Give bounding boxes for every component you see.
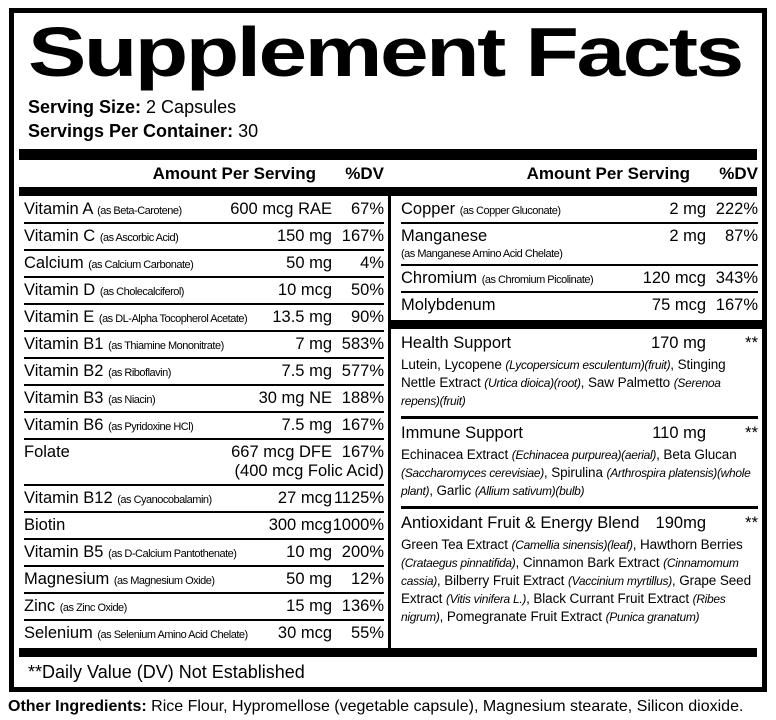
nutrient-name: Vitamin B3 (as Niacin)	[24, 389, 156, 407]
nutrient-dv: 583%	[341, 335, 384, 353]
nutrient-row	[24, 513, 384, 540]
nutrient-row-line	[24, 254, 384, 273]
nutrient-row	[24, 386, 384, 413]
blend-name: Immune Support	[401, 424, 523, 442]
nutrient-amount: 7.5 mg	[281, 362, 332, 380]
nutrient-name: Chromium (as Chromium Picolinate)	[401, 269, 594, 287]
nutrient-dv: 55%	[350, 624, 384, 642]
nutrient-row-line	[24, 389, 384, 408]
blend-name: Health Support	[401, 334, 512, 352]
nutrient-name: Folate	[24, 443, 70, 461]
nutrient-name: Calcium (as Calcium Carbonate)	[24, 254, 194, 272]
dv-footnote: **Daily Value (DV) Not Established	[28, 662, 305, 682]
servings-per-container-line	[28, 119, 762, 143]
nutrient-amount: 27 mcg	[277, 489, 332, 507]
nutrient-form: (as D-Calcium Pantothenate)	[108, 548, 237, 560]
divider-bar-blends	[391, 320, 762, 329]
nutrient-form: (as Manganese Amino Acid Chelate)	[401, 248, 563, 260]
column-headers	[14, 160, 762, 187]
nutrient-dv: 343%	[715, 269, 758, 287]
blend-header	[401, 512, 758, 536]
nutrient-amount: 7.5 mg	[281, 416, 332, 434]
nutrient-dv: 50%	[350, 281, 384, 299]
nutrient-amount: 30 mcg	[277, 624, 332, 642]
nutrient-row-line	[24, 281, 384, 300]
nutrient-dv: 87%	[724, 227, 758, 245]
blend-section	[401, 416, 758, 506]
ingredient-text: , Bilberry Fruit Extract	[436, 573, 568, 588]
nutrient-amount: 150 mg	[276, 227, 332, 245]
ingredient-text: , Stinging Nettle Extract	[401, 357, 726, 390]
nutrient-dv: 90%	[350, 308, 384, 326]
amount-per-serving-header: Amount Per Serving	[152, 164, 316, 183]
nutrient-dv: 222%	[715, 200, 758, 218]
blend-sections	[401, 329, 758, 632]
blend-section	[401, 506, 758, 632]
divider-bar-top	[19, 149, 757, 160]
botanical-name: (Arthrospira platensis)(whole plant)	[401, 466, 751, 498]
serving-size-line	[28, 95, 762, 119]
nutrient-amount: 667 mcg DFE	[231, 443, 332, 461]
blend-name: Antioxidant Fruit & Energy Blend	[401, 514, 640, 532]
nutrient-amount: 120 mcg	[642, 269, 706, 287]
botanical-name: (Punica granatum)	[605, 610, 700, 624]
nutrient-row-line	[24, 570, 384, 589]
botanical-name: (Ribes nigrum)	[401, 592, 726, 624]
nutrient-name: Selenium (as Selenium Amino Acid Chelate)	[24, 624, 248, 642]
nutrient-amount-line2: (400 mcg Folic Acid)	[234, 462, 384, 480]
nutrient-dv: 1000%	[332, 516, 384, 534]
nutrient-row-line	[401, 296, 758, 315]
nutrient-row	[24, 224, 384, 251]
nutrient-form: (as Selenium Amino Acid Chelate)	[97, 629, 248, 641]
nutrient-name: Manganese	[401, 227, 488, 245]
nutrient-form: (as Cholecalciferol)	[99, 286, 184, 298]
ingredient-text: Echinacea Extract	[401, 447, 512, 462]
left-column	[14, 196, 388, 648]
botanical-name: (Cinnamomum cassia)	[401, 556, 739, 588]
nutrient-dv: 67%	[350, 200, 384, 218]
mineral-rows	[401, 197, 758, 318]
nutrient-form: (as Ascorbic Acid)	[99, 232, 179, 244]
divider-bar-under-headers	[19, 187, 757, 196]
nutrient-dv: 12%	[350, 570, 384, 588]
nutrient-amount: 50 mg	[286, 254, 332, 272]
botanical-name: (Serenoa repens)(fruit)	[401, 376, 721, 408]
blend-header	[401, 422, 758, 446]
nutrient-form: (as Chromium Picolinate)	[481, 274, 594, 286]
other-ingredients	[8, 698, 776, 716]
blend-header	[401, 332, 758, 356]
nutrient-amount: 15 mg	[286, 597, 332, 615]
nutrient-row	[24, 251, 384, 278]
dv-header: %DV	[345, 164, 384, 183]
nutrient-name: Magnesium (as Magnesium Oxide)	[24, 570, 215, 588]
ingredient-text: , Garlic	[429, 483, 475, 498]
ingredient-text: Lutein, Lycopene	[401, 357, 506, 372]
nutrient-amount: 13.5 mg	[272, 308, 332, 326]
other-ingredients-text: Rice Flour, Hypromellose (vegetable capsule), Magnesium stearate, Silicon dioxide.	[146, 698, 744, 715]
nutrient-row-line	[24, 597, 384, 616]
divider-bar-bottom	[19, 648, 757, 657]
nutrient-row	[24, 305, 384, 332]
nutrient-row-line	[24, 416, 384, 435]
blend-dv: **	[745, 334, 758, 352]
nutrient-name: Vitamin E (as DL-Alpha Tocopherol Acetate)	[24, 308, 248, 326]
nutrient-amount: 30 mg NE	[258, 389, 332, 407]
blend-amount: 110 mg	[652, 424, 706, 442]
botanical-name: (Vitis vinifera L.)	[445, 592, 527, 606]
nutrient-form: (as Cyanocobalamin)	[117, 494, 212, 506]
ingredient-text: , Beta Glucan	[656, 447, 737, 462]
blend-dv: **	[745, 424, 758, 442]
nutrient-name: Vitamin C (as Ascorbic Acid)	[24, 227, 179, 245]
ingredient-text: , Black Currant Fruit Extract	[526, 591, 693, 606]
nutrient-name: Vitamin B2 (as Riboflavin)	[24, 362, 171, 380]
blend-ingredients	[401, 446, 758, 500]
botanical-name: (Echinacea purpurea)(aerial)	[511, 448, 657, 462]
nutrient-row	[24, 413, 384, 440]
nutrient-content	[14, 196, 762, 648]
nutrient-form: (as Beta-Carotene)	[97, 205, 182, 217]
nutrient-row	[24, 359, 384, 386]
nutrient-row	[24, 594, 384, 621]
nutrient-dv: 200%	[341, 543, 384, 561]
nutrient-row-line	[24, 335, 384, 354]
nutrient-row	[24, 332, 384, 359]
nutrient-dv: 167%	[715, 296, 758, 314]
nutrient-row	[24, 440, 384, 486]
nutrient-row-line	[24, 227, 384, 246]
botanical-name: (Saccharomyces cerevisiae)	[401, 466, 544, 480]
nutrient-row-line	[401, 269, 758, 288]
nutrient-dv: 188%	[341, 389, 384, 407]
nutrient-amount: 2 mg	[669, 200, 706, 218]
nutrient-row-line	[24, 362, 384, 381]
amount-per-serving-header: Amount Per Serving	[526, 164, 690, 183]
blend-ingredients	[401, 536, 758, 626]
botanical-name: (Camellia sinensis)(leaf)	[511, 538, 633, 552]
nutrient-form: (as Copper Gluconate)	[459, 205, 561, 217]
botanical-name: (Lycopersicum esculentum)(fruit)	[505, 358, 671, 372]
nutrient-row	[24, 486, 384, 513]
nutrient-amount: 7 mg	[295, 335, 332, 353]
nutrient-name: Zinc (as Zinc Oxide)	[24, 597, 127, 615]
ingredient-text: , Grape Seed Extract	[401, 573, 751, 606]
nutrient-name: Biotin	[24, 516, 66, 534]
nutrient-amount: 10 mcg	[277, 281, 332, 299]
supplement-facts-panel	[9, 8, 767, 692]
nutrient-amount: 50 mg	[286, 570, 332, 588]
serving-size-label: Serving Size:	[28, 97, 142, 117]
ingredient-text: , Hawthorn Berries	[632, 537, 743, 552]
panel-title: Supplement Facts	[28, 13, 742, 91]
nutrient-dv: 577%	[341, 362, 384, 380]
nutrient-row-line	[401, 227, 758, 246]
nutrient-form: (as Zinc Oxide)	[59, 602, 127, 614]
nutrient-amount: 10 mg	[286, 543, 332, 561]
left-column-header	[14, 160, 388, 187]
botanical-name: (Vaccinium myrtillus)	[567, 574, 672, 588]
ingredient-text: , Cinnamon Bark Extract	[515, 555, 664, 570]
nutrient-row	[401, 197, 758, 224]
nutrient-row	[401, 293, 758, 318]
nutrient-form: (as Thiamine Mononitrate)	[108, 340, 224, 352]
serving-info	[28, 95, 762, 143]
other-ingredients-label: Other Ingredients:	[8, 698, 147, 715]
nutrient-amount: 300 mcg	[268, 516, 332, 534]
nutrient-form: (as Niacin)	[108, 394, 156, 406]
right-column	[388, 196, 762, 648]
ingredient-text: , Spirulina	[543, 465, 607, 480]
nutrient-dv: 167%	[341, 443, 384, 461]
nutrient-form: (as Calcium Carbonate)	[88, 259, 194, 271]
nutrient-row-line	[24, 516, 384, 535]
nutrient-row-line	[24, 308, 384, 327]
nutrient-name: Molybdenum	[401, 296, 496, 314]
blend-dv: **	[745, 514, 758, 532]
panel-title-wrap	[28, 15, 762, 91]
nutrient-amount: 75 mcg	[651, 296, 706, 314]
nutrient-form: (as Pyridoxine HCl)	[108, 421, 194, 433]
blend-ingredients	[401, 356, 758, 410]
blend-section	[401, 329, 758, 416]
nutrient-row	[24, 197, 384, 224]
servings-per-container-label: Servings Per Container:	[28, 121, 234, 141]
right-column-header	[388, 160, 762, 187]
nutrient-name: Vitamin A (as Beta-Carotene)	[24, 200, 182, 218]
nutrient-row	[24, 540, 384, 567]
nutrient-form: (as Riboflavin)	[108, 367, 171, 379]
ingredient-text: , Pomegranate Fruit Extract	[439, 609, 606, 624]
nutrient-dv: 1125%	[333, 489, 384, 507]
nutrient-name: Vitamin B5 (as D-Calcium Pantothenate)	[24, 543, 237, 561]
nutrient-name: Vitamin D (as Cholecalciferol)	[24, 281, 184, 299]
nutrient-row	[24, 567, 384, 594]
nutrient-form: (as DL-Alpha Tocopherol Acetate)	[98, 313, 248, 325]
nutrient-dv: 167%	[341, 416, 384, 434]
nutrient-row	[401, 266, 758, 293]
nutrient-name: Vitamin B12 (as Cyanocobalamin)	[24, 489, 212, 507]
nutrient-row	[24, 278, 384, 305]
blend-amount: 170 mg	[650, 334, 706, 352]
nutrient-name: Vitamin B1 (as Thiamine Mononitrate)	[24, 335, 224, 353]
nutrient-name: Copper (as Copper Gluconate)	[401, 200, 561, 218]
nutrient-row-line	[24, 489, 384, 508]
nutrient-dv: 4%	[360, 254, 384, 272]
nutrient-form: (as Magnesium Oxide)	[113, 575, 215, 587]
nutrient-amount: 600 mcg RAE	[230, 200, 332, 218]
ingredient-text: , Saw Palmetto	[580, 375, 674, 390]
ingredient-text: Green Tea Extract	[401, 537, 512, 552]
nutrient-amount: 2 mg	[669, 227, 706, 245]
botanical-name: (Allium sativum)(bulb)	[474, 484, 585, 498]
nutrient-name: Vitamin B6 (as Pyridoxine HCl)	[24, 416, 194, 434]
nutrient-row-line	[24, 624, 384, 643]
serving-size-value: 2 Capsules	[141, 97, 237, 117]
nutrient-row-line	[24, 543, 384, 562]
nutrient-dv: 136%	[341, 597, 384, 615]
botanical-name: (Urtica dioica)(root)	[484, 376, 581, 390]
nutrient-row-line	[401, 200, 758, 219]
nutrient-row-line	[24, 443, 384, 462]
nutrient-row	[401, 224, 758, 266]
blend-amount: 190mg	[655, 514, 706, 532]
nutrient-dv: 167%	[341, 227, 384, 245]
dv-header: %DV	[719, 164, 758, 183]
nutrient-row	[24, 621, 384, 646]
botanical-name: (Crataegus pinnatifida)	[401, 556, 516, 570]
servings-per-container-value: 30	[233, 121, 259, 141]
nutrient-row-line	[24, 200, 384, 219]
